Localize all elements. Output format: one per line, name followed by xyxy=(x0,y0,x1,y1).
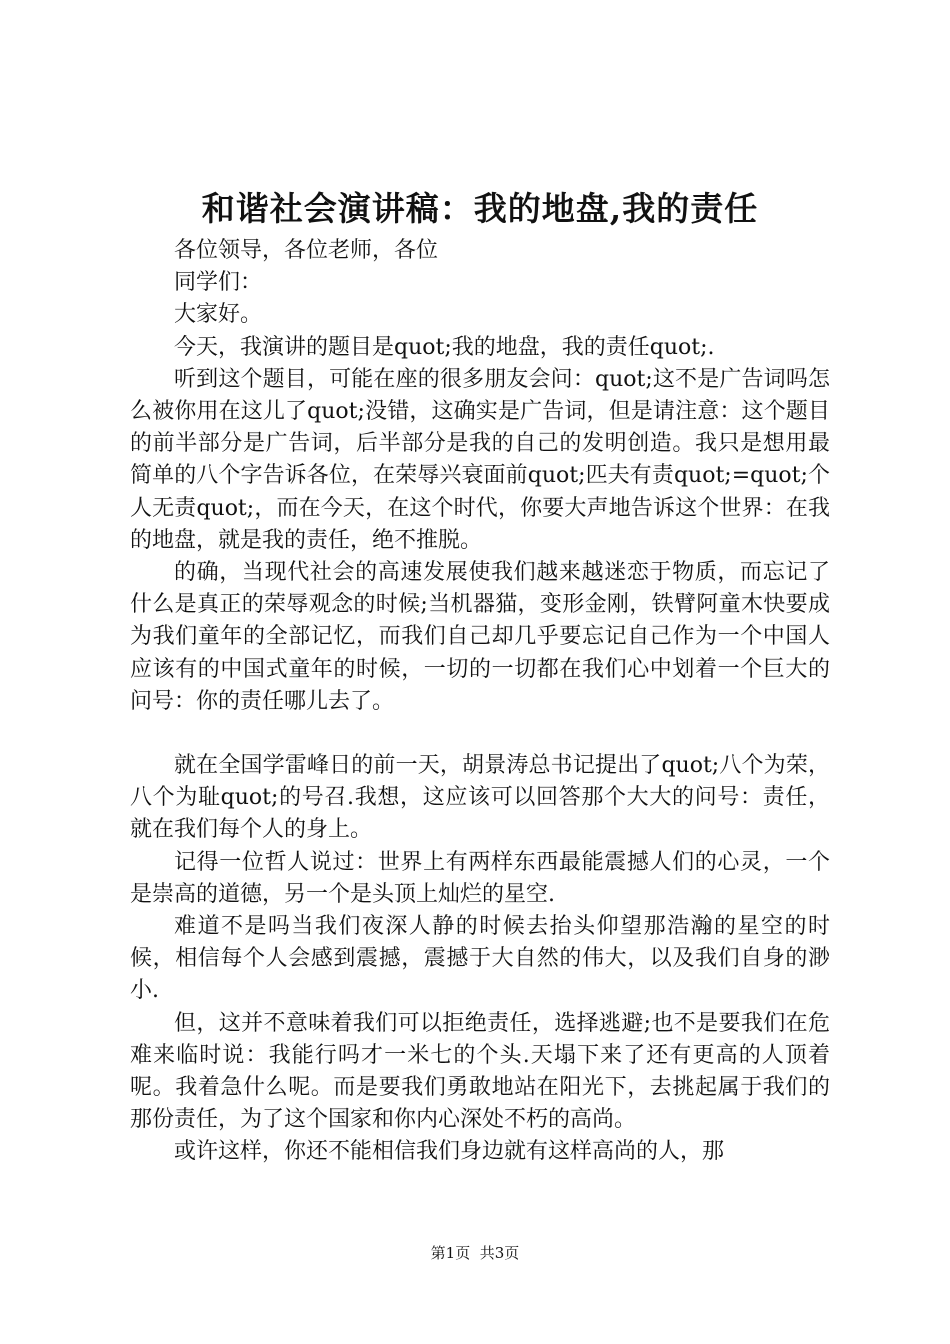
document-title: 和谐社会演讲稿：我的地盘,我的责任 xyxy=(201,189,759,228)
page-number: 第1页 xyxy=(430,1244,471,1262)
paragraph-salutation-2: 同学们： xyxy=(174,270,263,296)
paragraph-body: 记得一位哲人说过：世界上有两样东西最能震撼人们的心灵，一个是崇高的道德，另一个是头顶上灿烂的星空. xyxy=(130,849,830,907)
paragraph-body: 难道不是吗当我们夜深人静的时候去抬头仰望那浩瀚的星空的时候，相信每个人会感到震撼，震撼于大自然的伟大，以及我们自身的渺小. xyxy=(130,914,830,1004)
paragraph-body: 听到这个题目，可能在座的很多朋友会问：quot;这不是广告词吗怎么被你用在这儿了quot;没错，这确实是广告词，但是请注意：这个题目的前半部分是广告词，后半部分是我的自己的发明创造。我只是想用最简单的八个字告诉各位，在荣辱兴衰面前quot;匹夫有责quot;=quot;个人无责quot;，而在今天，在这个时代，你要大声地告诉这个世界：在我的地盘，就是我的责任，绝不推脱。 xyxy=(130,366,830,553)
paragraph-topic: 今天，我演讲的题目是quot;我的地盘，我的责任quot;. xyxy=(174,334,715,360)
page-total: 共3页 xyxy=(479,1244,520,1262)
paragraph-body: 但，这并不意味着我们可以拒绝责任，选择逃避;也不是要我们在危难来临时说：我能行吗才一米七的个头.天塌下来了还有更高的人顶着呢。我着急什么呢。而是要我们勇敢地站在阳光下，去挑起属于我们的那份责任，为了这个国家和你内心深处不朽的高尚。 xyxy=(130,1010,830,1133)
paragraph-body: 的确，当现代社会的高速发展使我们越来越迷恋于物质，而忘记了什么是真正的荣辱观念的时候;当机器猫，变形金刚，铁臂阿童木快要成为我们童年的全部记忆，而我们自己却几乎要忘记自己作为一个中国人应该有的中国式童年的时候，一切的一切都在我们心中划着一个巨大的问号：你的责任哪儿去了。 xyxy=(130,560,830,714)
document-body xyxy=(130,235,830,1169)
paragraph-body: 就在全国学雷峰日的前一天，胡景涛总书记提出了quot;八个为荣，八个为耻quot;的号召.我想，这应该可以回答那个大大的问号：责任，就在我们每个人的身上。 xyxy=(130,753,830,843)
paragraph-greeting: 大家好。 xyxy=(174,302,263,328)
paragraph-salutation-1: 各位领导，各位老师，各位 xyxy=(174,238,439,263)
page-footer xyxy=(0,1242,950,1264)
paragraph-body: 或许这样，你还不能相信我们身边就有这样高尚的人，那 xyxy=(174,1139,725,1165)
